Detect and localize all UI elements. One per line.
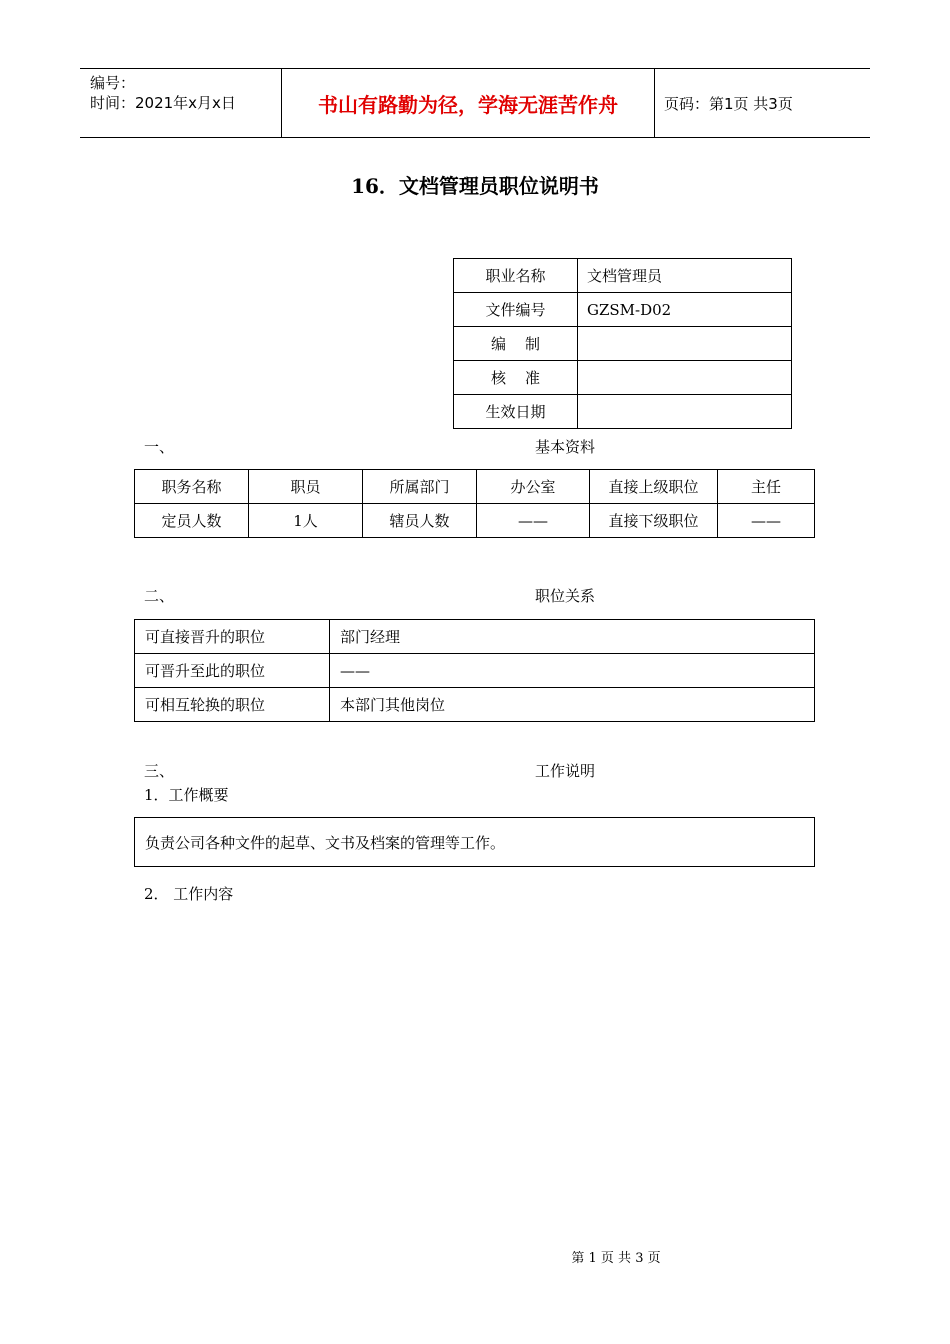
section-number: 三、 [144,762,175,780]
table-row [454,395,792,429]
document-info-table [453,258,792,429]
page-header [80,68,870,138]
info-key: 文件编号 [454,293,578,327]
position-relations-table [134,619,815,722]
document-title: 16．文档管理员职位说明书 [351,174,599,198]
table-cell: —— [477,504,590,538]
section-title: 工作说明 [534,762,595,780]
header-meta [90,73,236,113]
table-cell: 1人 [249,504,363,538]
table-cell: 直接上级职位 [590,470,718,504]
section-title: 职位关系 [534,587,595,605]
table-row [135,504,815,538]
table-cell: —— [718,504,815,538]
header-divider [654,69,655,137]
table-row [454,327,792,361]
info-value: 文档管理员 [578,259,792,293]
section-number: 一、 [144,438,175,456]
table-row [454,361,792,395]
info-value [578,395,792,429]
info-value: GZSM-D02 [578,293,792,327]
table-row [135,654,815,688]
table-cell: 所属部门 [363,470,477,504]
header-motto: 书山有路勤为径，学海无涯苦作舟 [318,92,618,117]
info-key: 核 准 [454,361,578,395]
table-cell: 办公室 [477,470,590,504]
subsection-heading: 2． 工作内容 [144,885,234,903]
relation-key: 可晋升至此的职位 [135,654,330,688]
section-title: 基本资料 [534,438,595,456]
subsection-heading: 1．工作概要 [144,786,229,804]
table-row [454,293,792,327]
document-time-label: 时间：2021年x月x日 [90,94,236,112]
table-cell: 职务名称 [135,470,249,504]
header-page-indicator: 页码：第1页 共3页 [664,94,793,113]
info-key: 职业名称 [454,259,578,293]
document-number-label: 编号： [90,74,136,92]
table-row [135,470,815,504]
info-key: 编 制 [454,327,578,361]
info-value [578,327,792,361]
table-row [454,259,792,293]
table-row [135,620,815,654]
table-cell: 辖员人数 [363,504,477,538]
relation-value: 部门经理 [330,620,815,654]
relation-key: 可直接晋升的职位 [135,620,330,654]
basic-info-table [134,469,815,538]
table-cell: 直接下级职位 [590,504,718,538]
relation-value: —— [330,654,815,688]
table-cell: 定员人数 [135,504,249,538]
table-row [135,688,815,722]
page-footer: 第 1 页 共 3 页 [571,1251,661,1266]
info-value [578,361,792,395]
relation-key: 可相互轮换的职位 [135,688,330,722]
work-summary-box [134,817,815,867]
info-key: 生效日期 [454,395,578,429]
table-cell: 职员 [249,470,363,504]
section-number: 二、 [144,587,175,605]
work-summary-text: 负责公司各种文件的起草、文书及档案的管理等工作。 [145,833,506,852]
relation-value: 本部门其他岗位 [330,688,815,722]
table-cell: 主任 [718,470,815,504]
